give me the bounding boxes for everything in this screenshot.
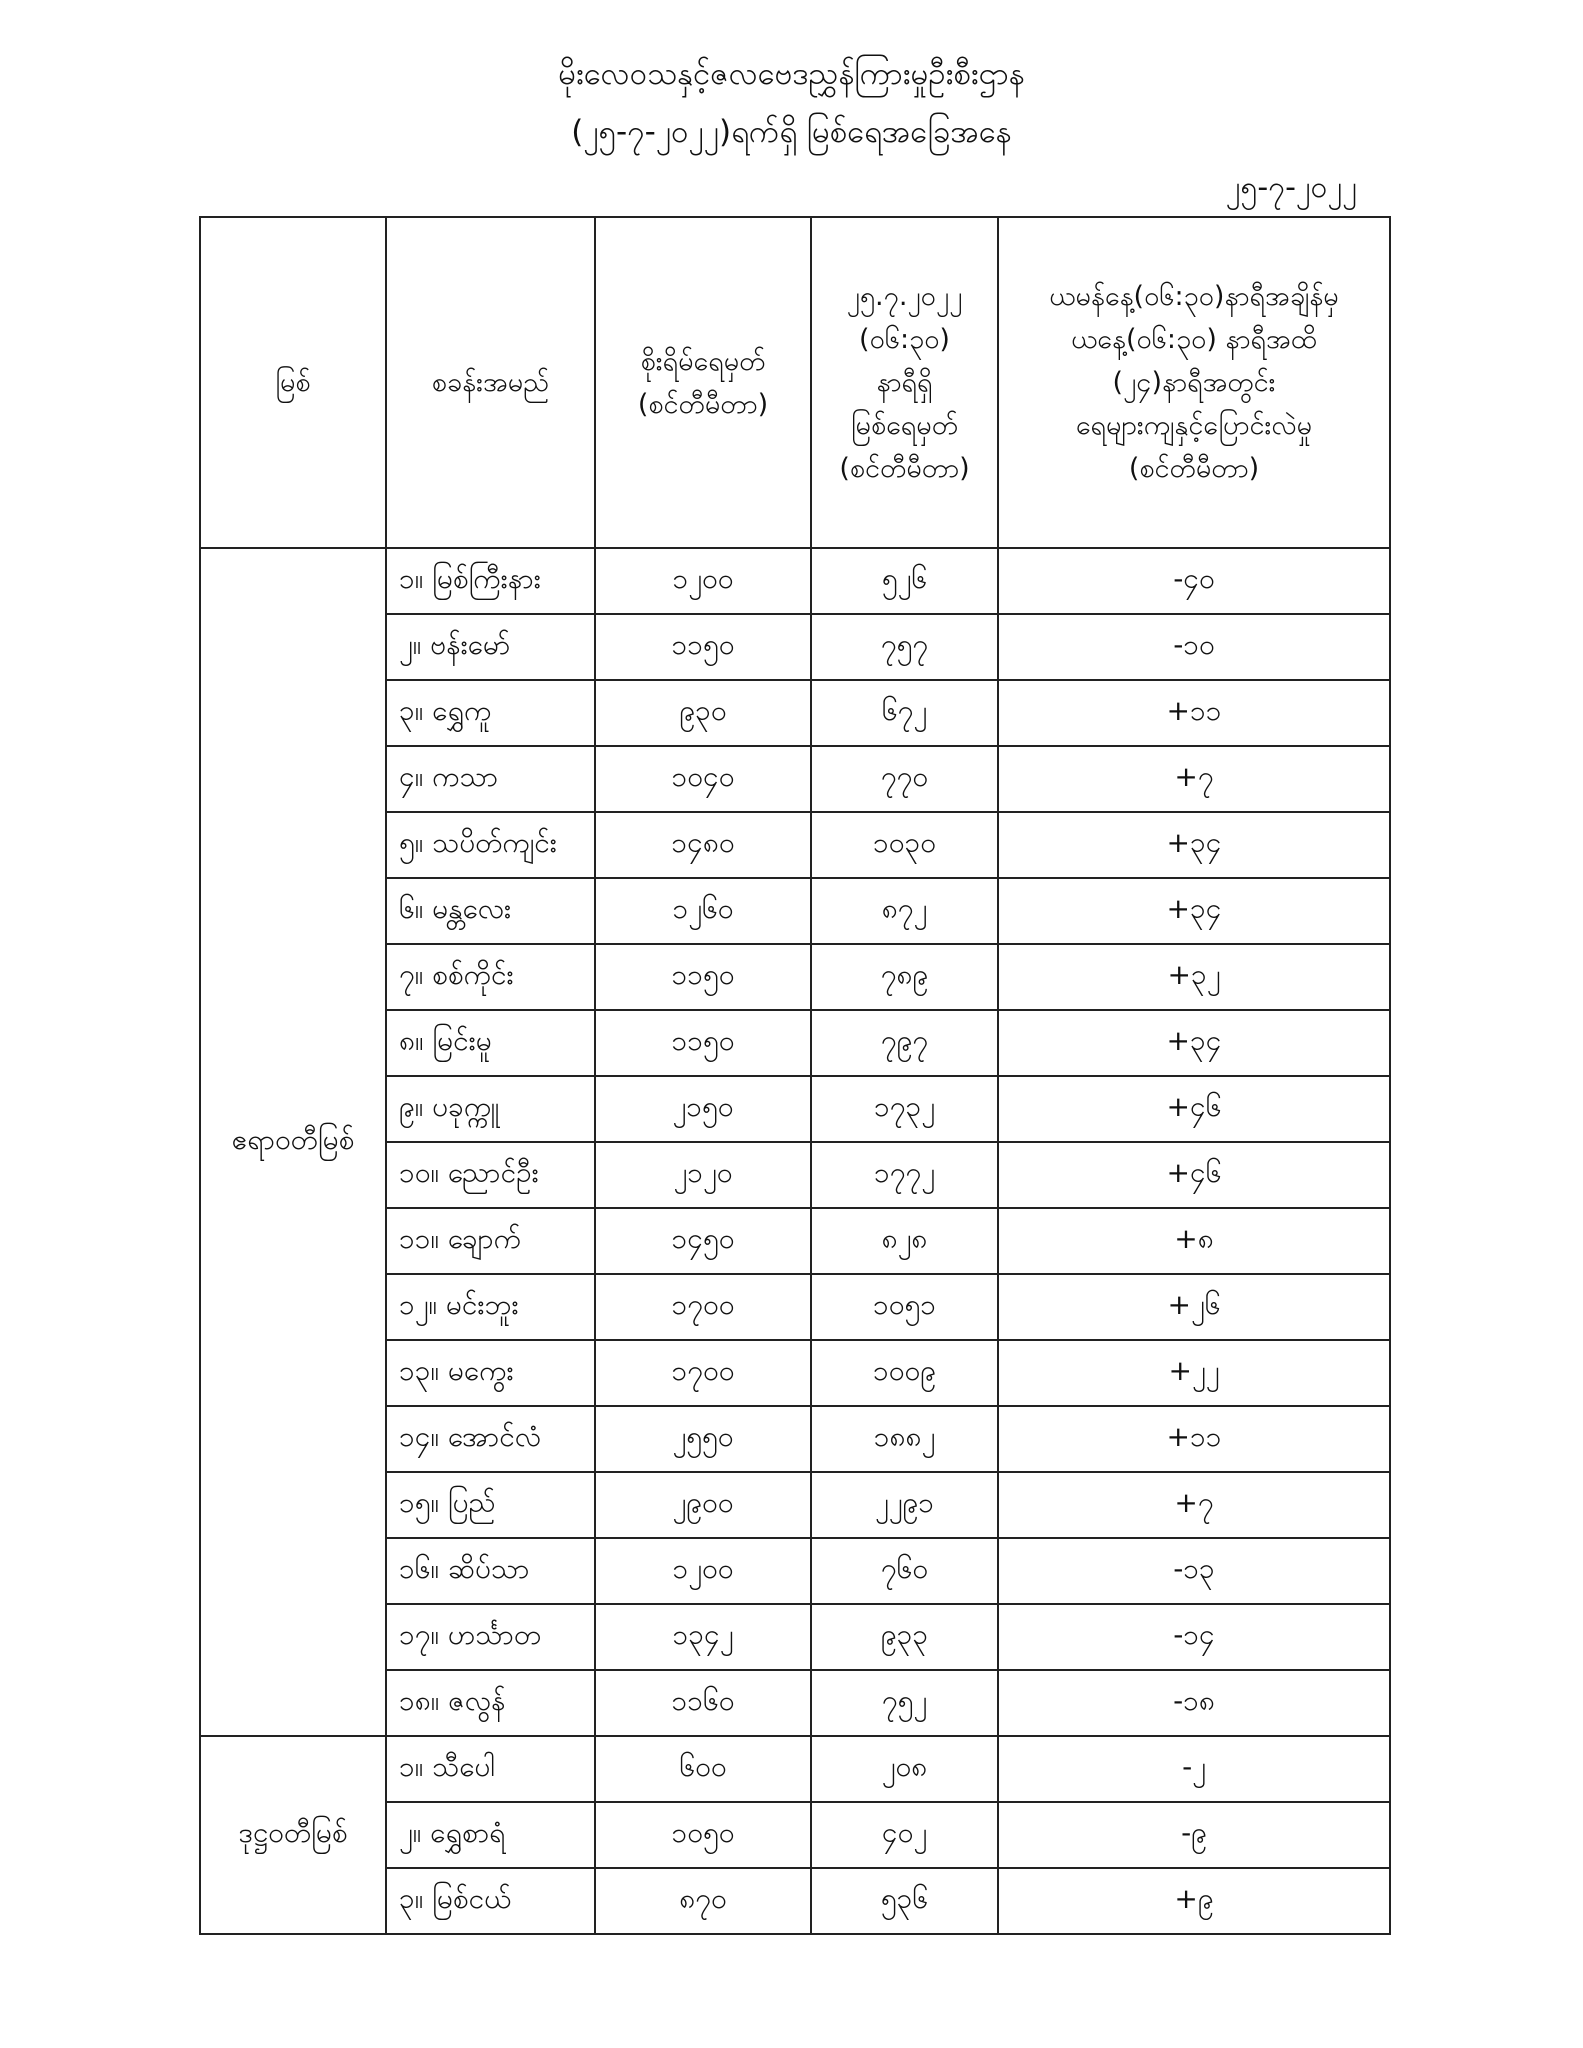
danger-level-cell: ၁၁၆၀ (595, 1670, 811, 1736)
station-cell: ၆။ မန္တလေး (386, 878, 595, 944)
change-cell: -၁၈ (998, 1670, 1390, 1736)
station-cell: ၂။ ဗန်းမော် (386, 614, 595, 680)
header-current-level: ၂၅.၇.၂၀၂၂ (၀၆:၃၀) နာရီရှိ မြစ်ရေမှတ် (စင်တီမီတာ) (811, 217, 998, 548)
header-station: စခန်းအမည် (386, 217, 595, 548)
current-level-cell: ၇၆၀ (811, 1538, 998, 1604)
station-cell: ၃။ ရွှေကူ (386, 680, 595, 746)
table-row (200, 1736, 1390, 1802)
header-change: ယမန်နေ့(၀၆:၃၀)နာရီအချိန်မှ ယနေ့(၀၆:၃၀) နာရီအထိ (၂၄)နာရီအတွင်း ရေများကျနှင့်ပြောင်းလဲမှု (စင်တီမီတာ) (998, 217, 1390, 548)
danger-level-cell: ၁၂၀၀ (595, 1538, 811, 1604)
danger-level-cell: ၁၄၅၀ (595, 1208, 811, 1274)
page-title: မိုးလေဝသနှင့်ဇလဗေဒညွှန်ကြားမှုဦးစီးဌာန (558, 56, 1025, 92)
current-level-cell: ၁၈၈၂ (811, 1406, 998, 1472)
table-row (200, 548, 1390, 614)
change-cell: +၃၄ (998, 878, 1390, 944)
danger-level-cell: ၁၃၄၂ (595, 1604, 811, 1670)
table-body (200, 548, 1390, 1934)
danger-level-cell: ၁၁၅၀ (595, 1010, 811, 1076)
current-level-cell: ၉၃၃ (811, 1604, 998, 1670)
change-cell: +၃၄ (998, 812, 1390, 878)
current-level-cell: ၇၇၀ (811, 746, 998, 812)
danger-level-cell: ၂၅၅၀ (595, 1406, 811, 1472)
station-cell: ၁၂။ မင်းဘူး (386, 1274, 595, 1340)
danger-level-cell: ၆၀၀ (595, 1736, 811, 1802)
current-level-cell: ၇၅၂ (811, 1670, 998, 1736)
danger-level-cell: ၈၇၀ (595, 1868, 811, 1934)
report-date: ၂၅-၇-၂၀၂၂ (1225, 170, 1357, 205)
change-cell: +၈ (998, 1208, 1390, 1274)
river-name-cell: ဒုဋ္ဌဝတီမြစ် (200, 1736, 386, 1934)
station-cell: ၇။ စစ်ကိုင်း (386, 944, 595, 1010)
station-cell: ၉။ ပခုက္ကူ (386, 1076, 595, 1142)
current-level-cell: ၁၇၃၂ (811, 1076, 998, 1142)
page-subtitle: (၂၅-၇-၂၀၂၂)ရက်ရှိ မြစ်ရေအခြေအနေ (571, 114, 1012, 150)
danger-level-cell: ၁၀၄၀ (595, 746, 811, 812)
current-level-cell: ၅၂၆ (811, 548, 998, 614)
current-level-cell: ၇၈၉ (811, 944, 998, 1010)
danger-level-cell: ၁၇၀၀ (595, 1274, 811, 1340)
change-cell: +၂၂ (998, 1340, 1390, 1406)
danger-level-cell: ၁၇၀၀ (595, 1340, 811, 1406)
change-cell: +၉ (998, 1868, 1390, 1934)
station-cell: ၈။ မြင်းမူ (386, 1010, 595, 1076)
station-cell: ၁၄။ အောင်လံ (386, 1406, 595, 1472)
danger-level-cell: ၁၂၀၀ (595, 548, 811, 614)
danger-level-cell: ၁၀၅၀ (595, 1802, 811, 1868)
change-cell: +၇ (998, 746, 1390, 812)
change-cell: +၁၁ (998, 1406, 1390, 1472)
current-level-cell: ၁၇၇၂ (811, 1142, 998, 1208)
danger-level-cell: ၂၁၅၀ (595, 1076, 811, 1142)
change-cell: -၉ (998, 1802, 1390, 1868)
change-cell: -၂ (998, 1736, 1390, 1802)
change-cell: -၁၃ (998, 1538, 1390, 1604)
current-level-cell: ၇၅၇ (811, 614, 998, 680)
danger-level-cell: ၂၉၀၀ (595, 1472, 811, 1538)
change-cell: +၃၂ (998, 944, 1390, 1010)
river-name-cell: ဧရာဝတီမြစ် (200, 548, 386, 1736)
danger-level-cell: ၂၁၂၀ (595, 1142, 811, 1208)
current-level-cell: ၂၀၈ (811, 1736, 998, 1802)
change-cell: +၇ (998, 1472, 1390, 1538)
station-cell: ၁၁။ ချောက် (386, 1208, 595, 1274)
change-cell: +၁၁ (998, 680, 1390, 746)
station-cell: ၁။ သီပေါ (386, 1736, 595, 1802)
station-cell: ၁၆။ ဆိပ်သာ (386, 1538, 595, 1604)
change-cell: -၄၀ (998, 548, 1390, 614)
station-cell: ၁၇။ ဟင်္သာတ (386, 1604, 595, 1670)
current-level-cell: ၄၀၂ (811, 1802, 998, 1868)
header-river: မြစ် (200, 217, 386, 548)
station-cell: ၁၀။ ညောင်ဦး (386, 1142, 595, 1208)
current-level-cell: ၅၃၆ (811, 1868, 998, 1934)
change-cell: +၄၆ (998, 1076, 1390, 1142)
current-level-cell: ၈၇၂ (811, 878, 998, 944)
change-cell: +၃၄ (998, 1010, 1390, 1076)
table-header-row (200, 217, 1390, 548)
danger-level-cell: ၁၄၈၀ (595, 812, 811, 878)
change-cell: -၁၄ (998, 1604, 1390, 1670)
current-level-cell: ၂၂၉၁ (811, 1472, 998, 1538)
current-level-cell: ၈၂၈ (811, 1208, 998, 1274)
current-level-cell: ၁၀၅၁ (811, 1274, 998, 1340)
change-cell: +၂၆ (998, 1274, 1390, 1340)
danger-level-cell: ၁၁၅၀ (595, 944, 811, 1010)
station-cell: ၄။ ကသာ (386, 746, 595, 812)
station-cell: ၅။ သပိတ်ကျင်း (386, 812, 595, 878)
change-cell: +၄၆ (998, 1142, 1390, 1208)
danger-level-cell: ၉၃၀ (595, 680, 811, 746)
current-level-cell: ၁၀၀၉ (811, 1340, 998, 1406)
header-danger-level: စိုးရိမ်ရေမှတ် (စင်တီမီတာ) (595, 217, 811, 548)
station-cell: ၁၈။ ဇလွန် (386, 1670, 595, 1736)
danger-level-cell: ၁၂၆၀ (595, 878, 811, 944)
current-level-cell: ၇၉၇ (811, 1010, 998, 1076)
station-cell: ၃။ မြစ်ငယ် (386, 1868, 595, 1934)
current-level-cell: ၁၀၃၀ (811, 812, 998, 878)
river-level-table (199, 216, 1391, 1935)
current-level-cell: ၆၇၂ (811, 680, 998, 746)
station-cell: ၁။ မြစ်ကြီးနား (386, 548, 595, 614)
danger-level-cell: ၁၁၅၀ (595, 614, 811, 680)
station-cell: ၁၃။ မကွေး (386, 1340, 595, 1406)
change-cell: -၁၀ (998, 614, 1390, 680)
station-cell: ၁၅။ ပြည် (386, 1472, 595, 1538)
station-cell: ၂။ ရွှေစာရံ (386, 1802, 595, 1868)
